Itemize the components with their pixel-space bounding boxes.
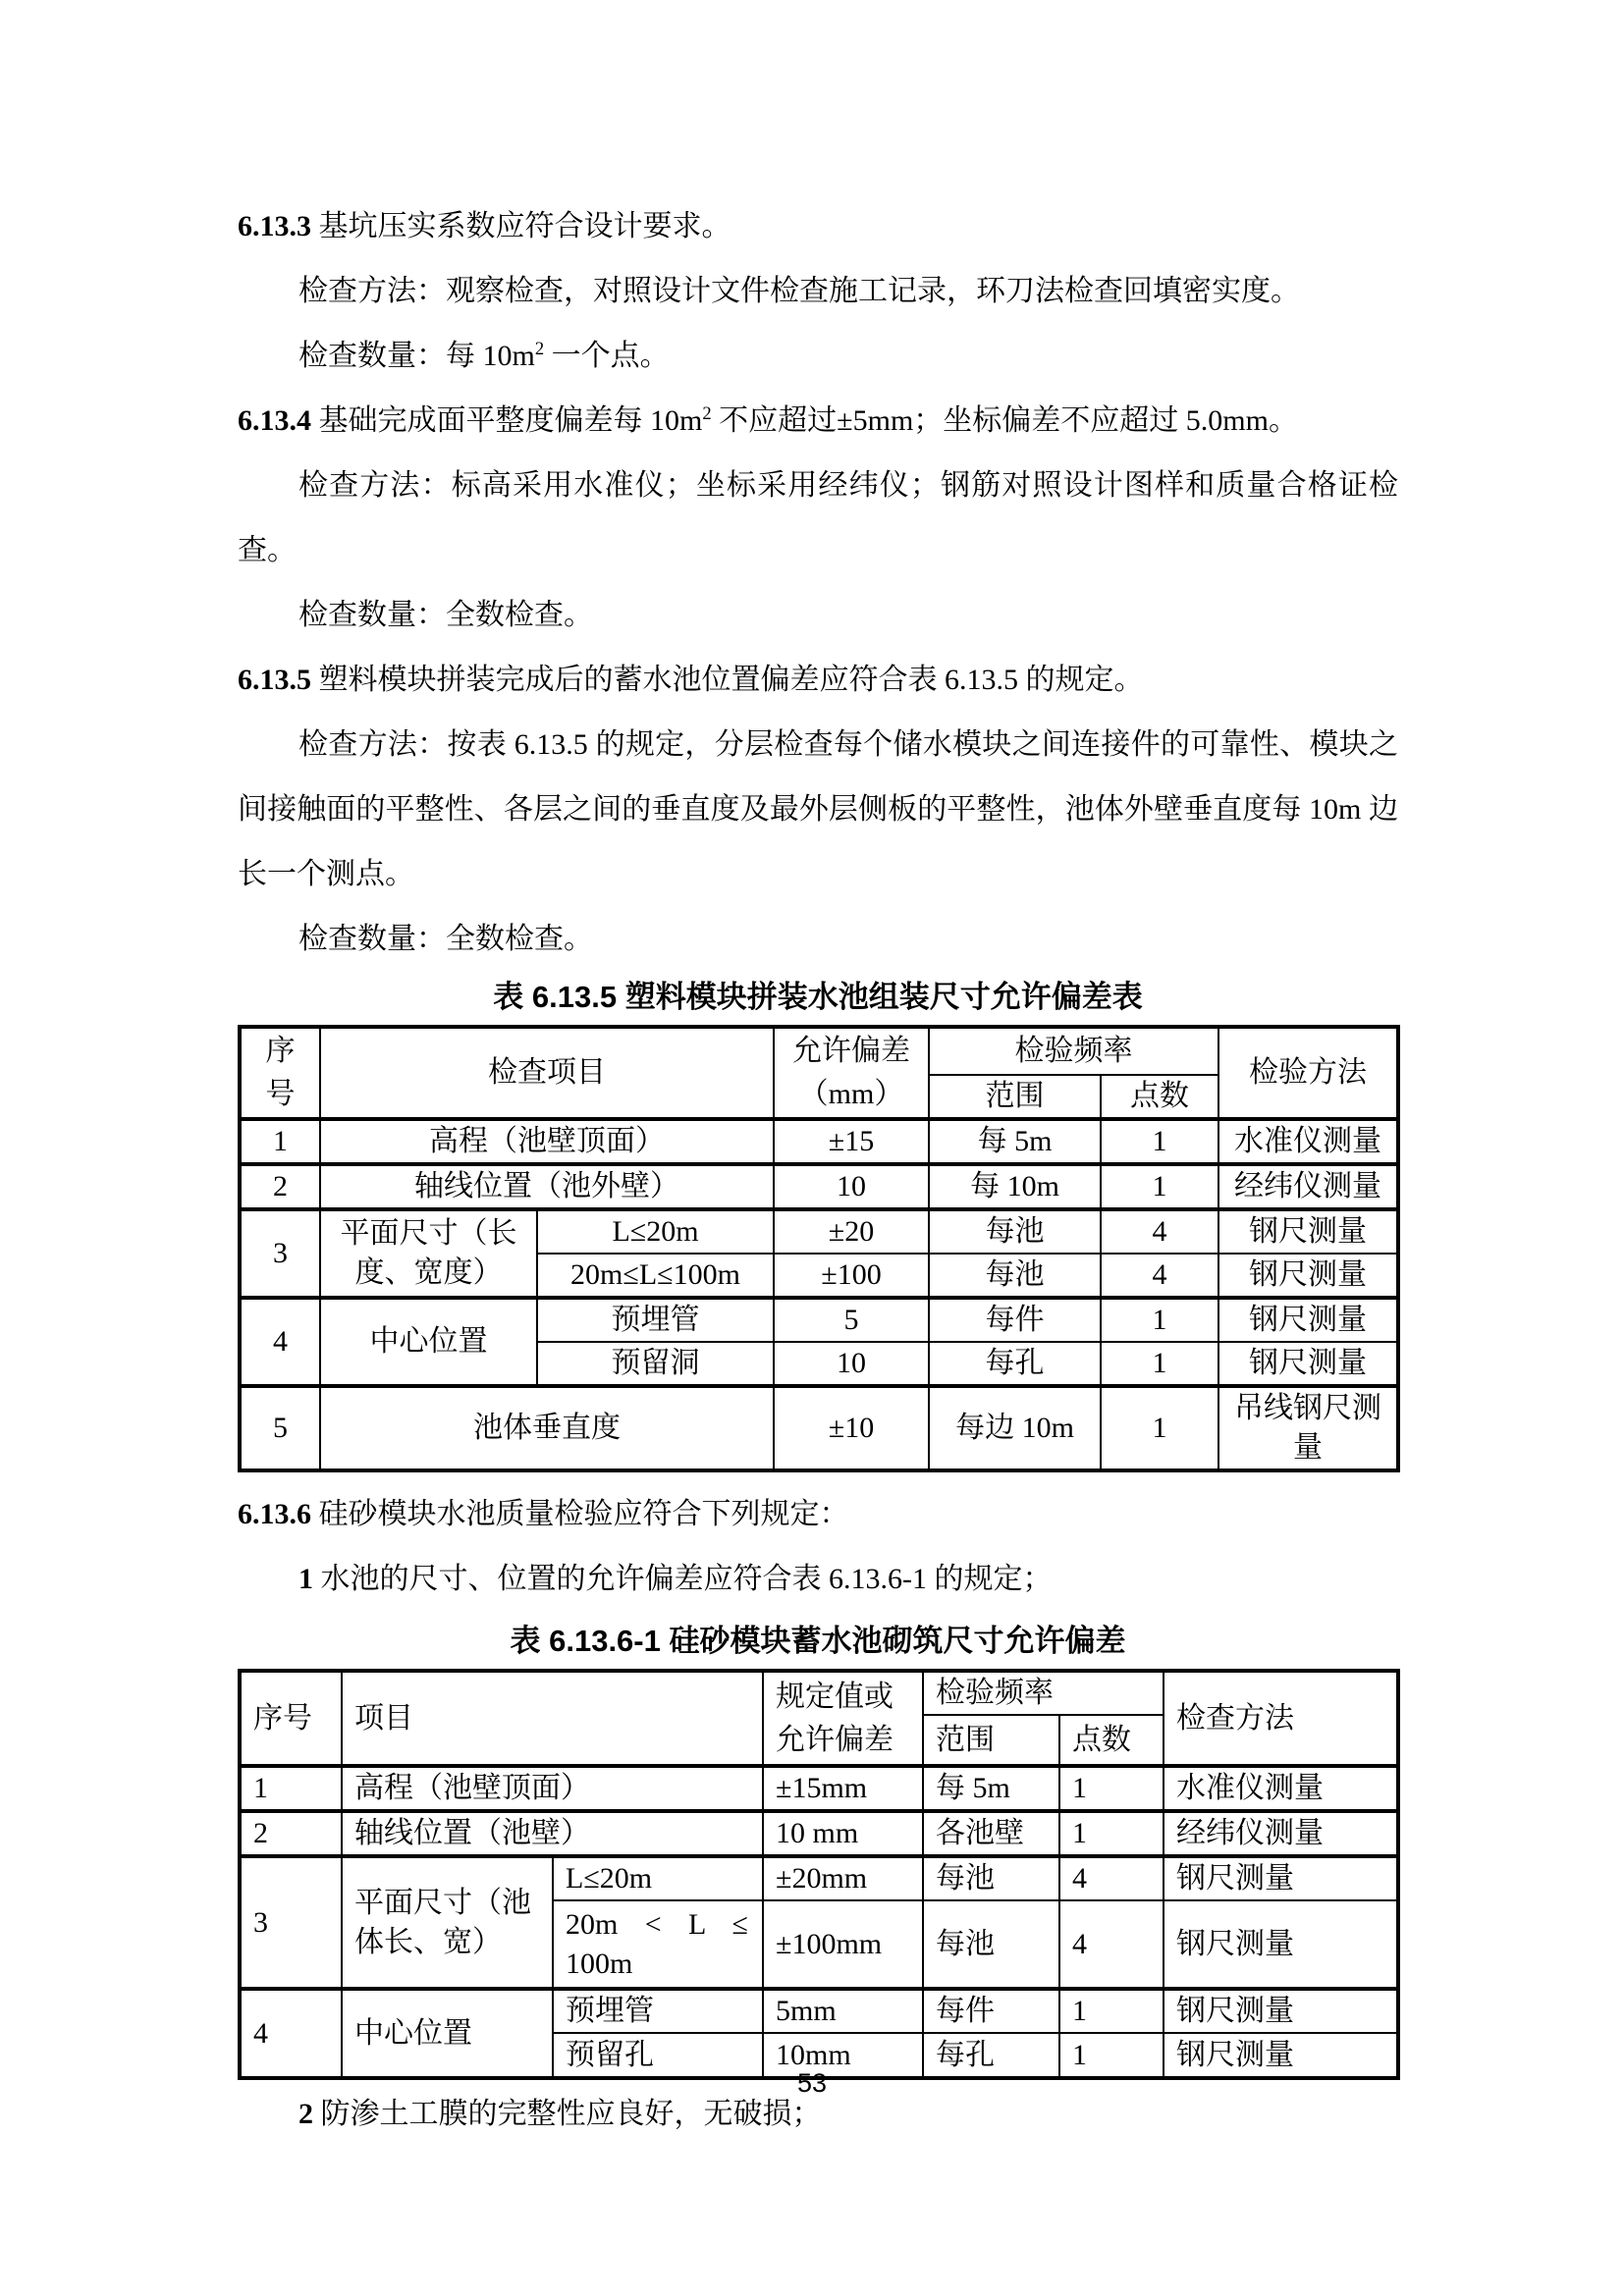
para-check-quantity-6-13-5 [238,907,1398,972]
cell-deviation: ±20mm [763,1856,923,1900]
header-text: 允许偏差 [792,1035,910,1067]
cell-subitem: L≤20m [553,1856,763,1900]
header-cell-frequency: 检验频率 [923,1671,1164,1715]
cell-item: 池体垂直度 [320,1386,774,1470]
cell-item: 高程（池壁顶面） [342,1766,763,1811]
cell-method: 钢尺测量 [1164,1856,1398,1900]
para-text: 检查数量：全数检查。 [298,599,593,631]
para-text: 检查方法：按表 6.13.5 的规定，分层检查每个储水模块之间连接件的可靠性、模块之间接触面的平整性、各层之间的垂直度及最外层侧板的平整性，池体外壁垂直度每 10m 边长一个测点。 [238,728,1398,890]
cell-deviation: ±15mm [763,1766,923,1811]
para-check-method-6-13-5 [238,713,1398,907]
cell-method: 经纬仪测量 [1218,1164,1398,1209]
cell-range: 每 5m [929,1119,1101,1164]
cell-item: 轴线位置（池外壁） [320,1164,774,1209]
cell-subitem: 20m≤L≤100m [537,1254,774,1298]
header-cell-points: 点数 [1101,1075,1218,1119]
header-text: 序 [265,1035,296,1067]
cell-deviation: 10 mm [763,1811,923,1856]
cell-deviation: ±20 [774,1209,929,1254]
cell-method: 钢尺测量 [1218,1209,1398,1254]
header-text: 号 [265,1078,296,1110]
header-cell-method: 检验方法 [1218,1027,1398,1119]
table-header-row [240,1027,1398,1075]
cell-method: 钢尺测量 [1218,1342,1398,1386]
cell-no: 5 [240,1386,320,1470]
cell-deviation: ±15 [774,1119,929,1164]
header-text: （mm） [798,1078,904,1110]
cell-points: 1 [1059,1989,1164,2033]
cell-no: 1 [240,1766,342,1811]
cell-points: 1 [1101,1119,1218,1164]
section-text: 塑料模块拼装完成后的蓄水池位置偏差应符合表 6.13.5 的规定。 [311,664,1144,696]
header-cell-frequency: 检验频率 [929,1027,1218,1075]
cell-item: 平面尺寸（池体长、宽） [342,1856,553,1989]
cell-method: 吊线钢尺测量 [1218,1386,1398,1470]
superscript-2: 2 [534,339,545,359]
table-row [240,1856,1398,1900]
cell-item: 平面尺寸（长度、宽度） [320,1209,537,1298]
header-text: 规定值或 [776,1680,893,1713]
section-heading-6-13-4 [238,389,1398,454]
table-caption-6-13-5: 表 6.13.5 塑料模块拼装水池组装尺寸允许偏差表 [493,980,1143,1014]
header-cell-range: 范围 [923,1715,1059,1766]
table-row [240,1766,1398,1811]
para-text: 检查数量：全数检查。 [298,923,593,955]
header-cell-range: 范围 [929,1075,1101,1119]
header-cell-deviation [763,1671,923,1766]
section-number: 6.13.4 [238,404,311,437]
section-number: 6.13.3 [238,210,311,242]
table-row [240,1811,1398,1856]
cell-range: 每件 [929,1298,1101,1342]
cell-points: 4 [1059,1900,1164,1989]
cell-range: 每件 [923,1989,1059,2033]
header-cell-deviation [774,1027,929,1119]
para-check-quantity-6-13-3 [238,324,1398,389]
cell-deviation: 10 [774,1164,929,1209]
cell-deviation: 5mm [763,1989,923,2033]
table-row [240,1386,1398,1470]
cell-item: 中心位置 [320,1298,537,1386]
cell-no: 1 [240,1119,320,1164]
cell-subitem: 预留孔 [553,2033,763,2078]
cell-deviation: ±100 [774,1254,929,1298]
para-text: 一个点。 [544,340,670,372]
page-number: 53 [796,2068,828,2098]
para-item-1 [238,1547,1398,1612]
cell-points: 4 [1101,1209,1218,1254]
section-text: 不应超过±5mm；坐标偏差不应超过 5.0mm。 [711,404,1298,437]
cell-points: 1 [1101,1342,1218,1386]
para-check-method-6-13-4 [238,454,1398,583]
cell-deviation: ±100mm [763,1900,923,1989]
cell-points: 4 [1059,1856,1164,1900]
table-6-13-6-1 [238,1669,1400,2080]
table-row [240,1298,1398,1342]
cell-points: 1 [1059,2033,1164,2078]
cell-points: 1 [1059,1766,1164,1811]
cell-no: 2 [240,1811,342,1856]
cell-method: 钢尺测量 [1164,1989,1398,2033]
cell-range: 每边 10m [929,1386,1101,1470]
para-check-method-6-13-3 [238,259,1398,324]
para-check-quantity-6-13-4 [238,583,1398,648]
header-cell-points: 点数 [1059,1715,1164,1766]
cell-deviation: ±10 [774,1386,929,1470]
para-text: 检查方法：标高采用水准仪；坐标采用经纬仪；钢筋对照设计图样和质量合格证检查。 [238,469,1398,566]
cell-no: 3 [240,1856,342,1989]
para-text: 水池的尺寸、位置的允许偏差应符合表 6.13.6-1 的规定； [313,1563,1053,1595]
section-heading-6-13-5 [238,648,1398,713]
cell-range: 各池壁 [923,1811,1059,1856]
item-number: 2 [298,2098,313,2130]
page-content [238,194,1398,2147]
cell-points: 1 [1059,1811,1164,1856]
cell-range: 每池 [929,1209,1101,1254]
header-cell-method: 检查方法 [1164,1671,1398,1766]
cell-points: 1 [1101,1298,1218,1342]
section-heading-6-13-6 [238,1482,1398,1547]
table-row [240,1164,1398,1209]
cell-method: 经纬仪测量 [1164,1811,1398,1856]
cell-method: 钢尺测量 [1218,1298,1398,1342]
header-text: 允许偏差 [776,1723,893,1756]
header-cell-no: 序号 [240,1671,342,1766]
cell-subitem: 预埋管 [537,1298,774,1342]
cell-deviation: 10 [774,1342,929,1386]
cell-no: 3 [240,1209,320,1298]
cell-points: 4 [1101,1254,1218,1298]
cell-deviation: 5 [774,1298,929,1342]
cell-range: 每池 [923,1856,1059,1900]
table-header-row [240,1671,1398,1715]
cell-range: 每池 [929,1254,1101,1298]
cell-no: 4 [240,1298,320,1386]
item-number: 1 [298,1563,313,1595]
cell-item: 中心位置 [342,1989,553,2078]
header-cell-no [240,1027,320,1119]
table-6-13-5 [238,1025,1400,1472]
section-text: 基坑压实系数应符合设计要求。 [311,210,731,242]
cell-item: 高程（池壁顶面） [320,1119,774,1164]
cell-method: 钢尺测量 [1218,1254,1398,1298]
cell-subitem: 预埋管 [553,1989,763,2033]
section-number: 6.13.6 [238,1498,311,1530]
cell-subitem: 20m < L ≤ 100m [553,1900,763,1989]
table-row [240,1119,1398,1164]
para-text: 检查方法：观察检查，对照设计文件检查施工记录，环刀法检查回填密实度。 [298,275,1300,307]
table-row [240,1209,1398,1254]
cell-range: 每 5m [923,1766,1059,1811]
para-text: 防渗土工膜的完整性应良好，无破损； [313,2098,822,2130]
cell-method: 钢尺测量 [1164,2033,1398,2078]
section-heading-6-13-3 [238,194,1398,259]
section-text: 基础完成面平整度偏差每 10m [311,404,703,437]
header-cell-item: 项目 [342,1671,763,1766]
cell-points: 1 [1101,1164,1218,1209]
cell-no: 2 [240,1164,320,1209]
superscript-2: 2 [702,403,712,424]
cell-range: 每孔 [929,1342,1101,1386]
cell-method: 水准仪测量 [1164,1766,1398,1811]
section-number: 6.13.5 [238,664,311,696]
cell-method: 钢尺测量 [1164,1900,1398,1989]
cell-range: 每孔 [923,2033,1059,2078]
cell-item: 轴线位置（池壁） [342,1811,763,1856]
cell-subitem: L≤20m [537,1209,774,1254]
table-row [240,1989,1398,2033]
cell-subitem: 预留洞 [537,1342,774,1386]
cell-no: 4 [240,1989,342,2078]
header-cell-item: 检查项目 [320,1027,774,1119]
cell-range: 每 10m [929,1164,1101,1209]
cell-range: 每池 [923,1900,1059,1989]
table-caption-6-13-6-1: 表 6.13.6-1 硅砂模块蓄水池砌筑尺寸允许偏差 [510,1624,1126,1658]
cell-deviation: 10mm [763,2033,923,2078]
section-text: 硅砂模块水池质量检验应符合下列规定： [311,1498,849,1530]
cell-method: 水准仪测量 [1218,1119,1398,1164]
cell-points: 1 [1101,1386,1218,1470]
para-text: 检查数量：每 10m [298,340,535,372]
